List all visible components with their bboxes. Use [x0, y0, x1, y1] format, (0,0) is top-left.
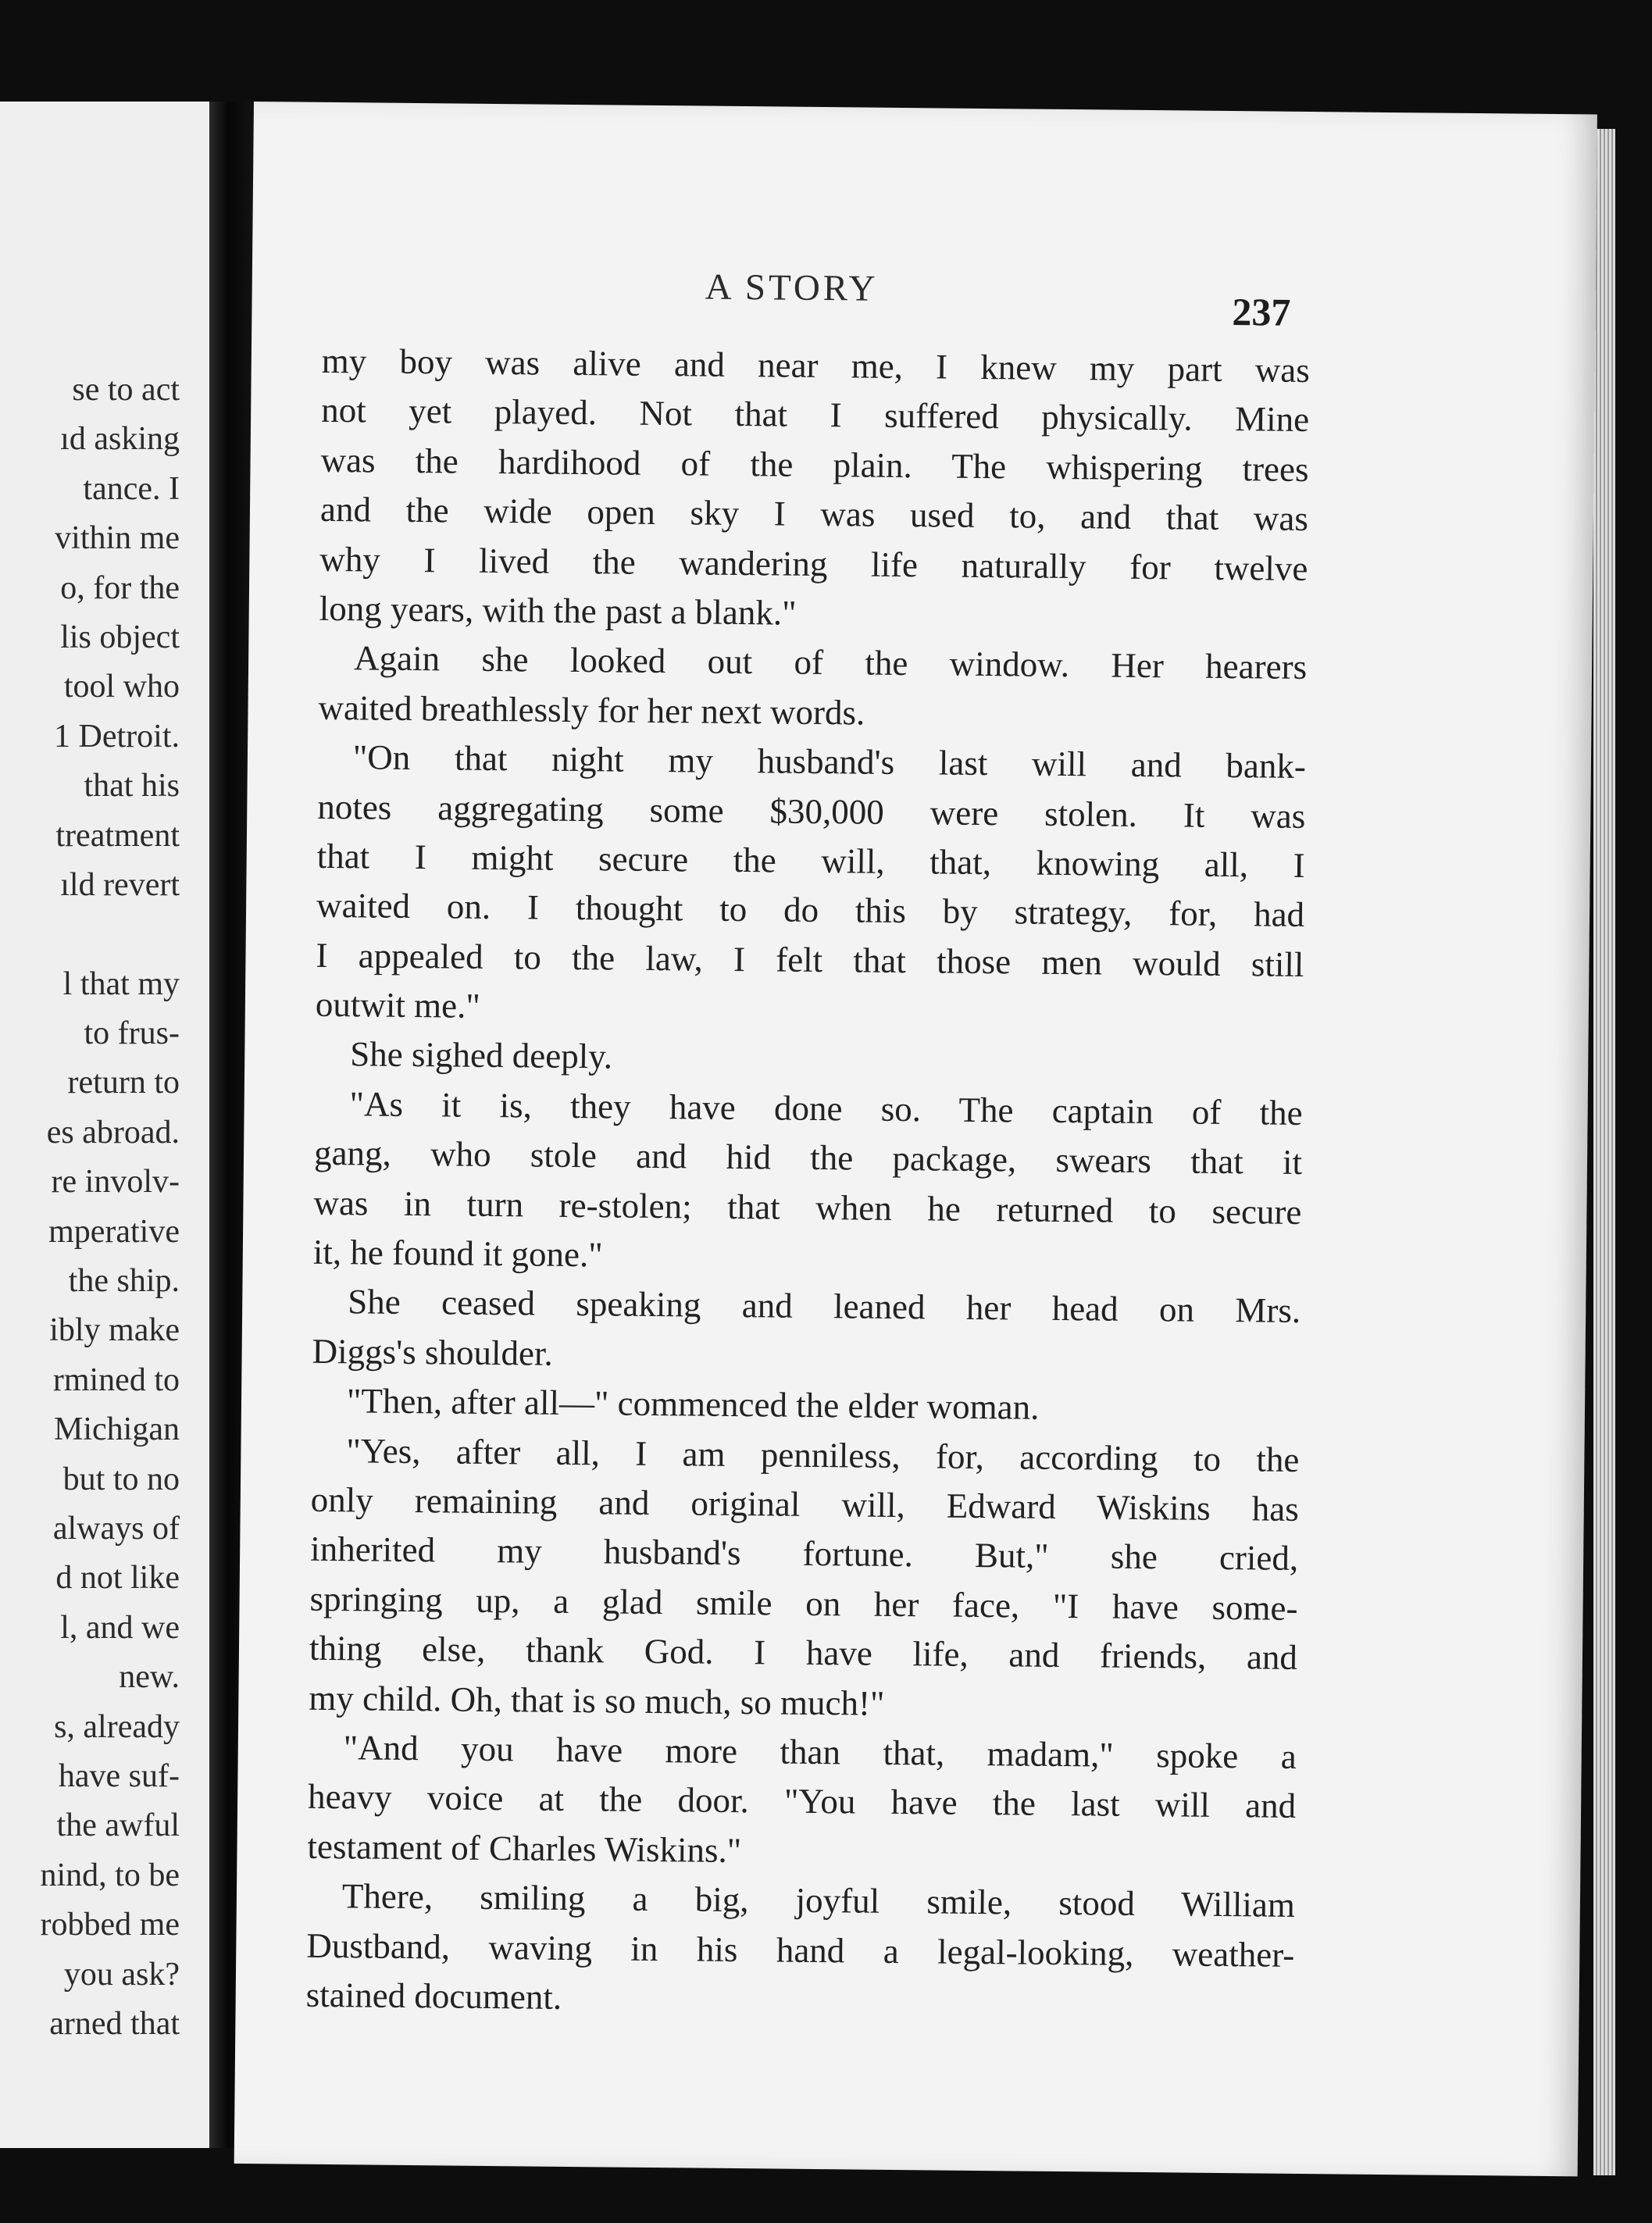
- text-line: She ceased speaking and leaned her head on Mrs.: [348, 1282, 1301, 1331]
- text-line: was the hardihood of the plain. The whispering trees: [320, 440, 1309, 489]
- text-line: that I might secure the will, that, knowing all, I: [316, 836, 1305, 885]
- text-line: l, and we: [60, 1609, 180, 1646]
- text-line: waited breathlessly for her next words.: [318, 687, 865, 733]
- text-line: always of: [52, 1510, 180, 1547]
- text-line: springing up, a glad smile on her face, "I have some-: [309, 1579, 1298, 1628]
- text-line: ibly make: [49, 1312, 180, 1349]
- text-line: new.: [119, 1659, 180, 1696]
- text-line: thing else, thank God. I have life, and friends, and: [309, 1628, 1298, 1678]
- text-line: vithin me: [55, 520, 180, 557]
- text-line: ıld revert: [60, 866, 180, 903]
- text-line: d not like: [55, 1560, 180, 1597]
- text-line: se to act: [72, 372, 180, 408]
- text-line: "On that night my husband's last will and bank-: [352, 737, 1307, 787]
- page-number: 237: [1232, 290, 1291, 334]
- text-line: es abroad.: [46, 1114, 180, 1151]
- text-line: "And you have more than that, madam," spoke a: [343, 1728, 1297, 1776]
- text-line: that his: [84, 768, 180, 805]
- text-line: my child. Oh, that is so much, so much!": [309, 1678, 885, 1723]
- text-line: Dustband, waving in his hand a legal-looking, weather-: [306, 1925, 1295, 1975]
- text-line: inherited my husband's fortune. But," she cried,: [309, 1529, 1299, 1579]
- paragraph-gap: [0, 910, 180, 959]
- text-line: long years, with the past a blank.": [319, 588, 797, 633]
- text-line: Again she looked out of the window. Her hearers: [353, 638, 1308, 687]
- text-line: She sighed deeply.: [350, 1034, 613, 1076]
- text-line: tool who: [63, 669, 180, 705]
- text-line: tance. I: [83, 470, 180, 507]
- page-edges: [1593, 129, 1615, 2175]
- text-line: to frus-: [84, 1015, 180, 1052]
- text-line: mperative: [48, 1213, 180, 1250]
- text-line: and the wide open sky I was used to, and that was: [319, 490, 1309, 539]
- text-line: Michigan: [54, 1411, 180, 1448]
- text-line: s, already: [54, 1708, 180, 1745]
- text-line: l that my: [62, 965, 180, 1002]
- text-line: ıd asking: [60, 421, 180, 458]
- text-line: it, he found it gone.": [312, 1232, 603, 1275]
- text-line: waited on. I thought to do this by strategy, for, had: [316, 886, 1305, 935]
- text-line: outwit me.": [315, 984, 480, 1026]
- text-line: I appealed to the law, I felt that those men would still: [316, 935, 1304, 984]
- text-line: why I lived the wandering life naturally for twelve: [319, 539, 1308, 588]
- text-line: "As it is, they have done so. The captain of the: [349, 1084, 1303, 1133]
- left-page-text: [0, 366, 180, 2049]
- text-line: was in turn re-stolen; that when he returned to secure: [313, 1183, 1302, 1232]
- text-line: the ship.: [68, 1263, 180, 1300]
- text-line: "Yes, after all, I am penniless, for, according to the: [346, 1430, 1300, 1479]
- text-line: gang, who stole and hid the package, swears that it: [313, 1133, 1303, 1183]
- page-body-text: [305, 337, 1310, 2029]
- text-line: the awful: [56, 1807, 180, 1844]
- text-line: heavy voice at the door. "You have the last will and: [307, 1777, 1297, 1826]
- text-line: stained document.: [305, 1975, 562, 2017]
- running-head: A STORY: [705, 266, 879, 309]
- text-line: my boy was alive and near me, I knew my part was: [321, 341, 1311, 390]
- text-line: treatment: [55, 817, 180, 854]
- text-line: arned that: [49, 2005, 180, 2042]
- text-line: but to no: [62, 1461, 180, 1497]
- text-line: notes aggregating some $30,000 were stolen. It was: [317, 787, 1306, 836]
- text-line: not yet played. Not that I suffered physically. Mine: [320, 391, 1310, 440]
- text-line: There, smiling a big, joyful smile, stood William: [341, 1876, 1296, 1925]
- text-line: return to: [67, 1065, 180, 1101]
- text-line: only remaining and original will, Edward Wiskins has: [310, 1479, 1300, 1529]
- text-line: robbed me: [40, 1907, 180, 1943]
- text-line: have suf-: [58, 1757, 180, 1794]
- text-line: you ask?: [63, 1956, 180, 1993]
- text-line: o, for the: [60, 569, 180, 606]
- text-line: nind, to be: [40, 1857, 180, 1893]
- text-line: re involv-: [51, 1164, 180, 1201]
- text-line: "Then, after all—" commenced the elder woman.: [346, 1381, 1040, 1427]
- text-line: 1 Detroit.: [54, 718, 180, 755]
- text-line: testament of Charles Wiskins.": [307, 1826, 742, 1870]
- text-line: Diggs's shoulder.: [312, 1331, 553, 1373]
- right-page: [234, 102, 1597, 2176]
- text-line: lis object: [60, 619, 180, 655]
- text-line: rmined to: [52, 1361, 180, 1398]
- left-page: [0, 102, 227, 2148]
